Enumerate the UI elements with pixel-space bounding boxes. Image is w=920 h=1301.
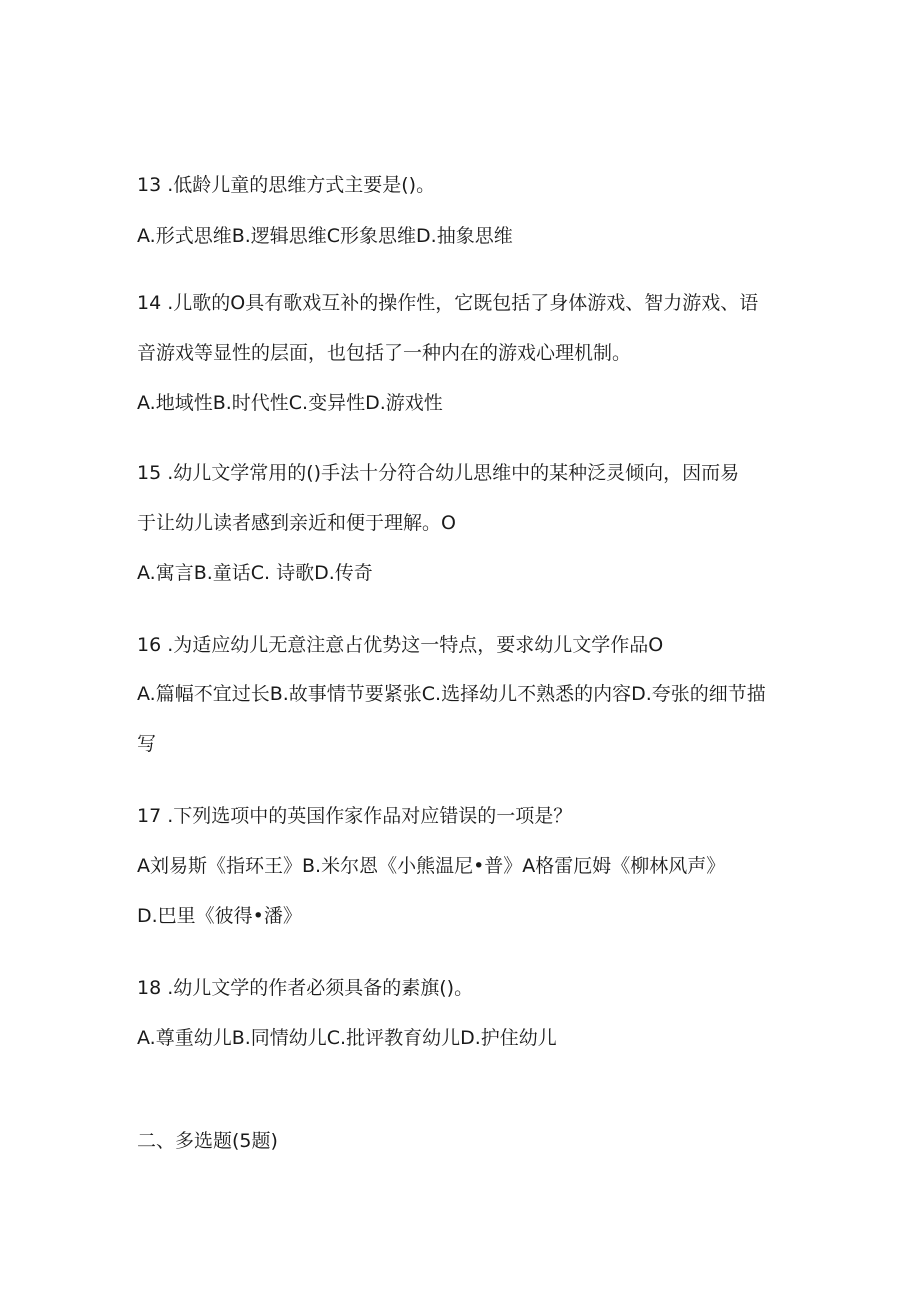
question-13-options: A.形式思维B.逻辑思维C形象思维D.抽象思维 <box>137 225 513 247</box>
question-17-stem: 17 .下列选项中的英国作家作品对应错误的一项是？ <box>137 805 573 827</box>
question-15-options: A.寓言B.童话C. 诗歌D.传奇 <box>137 562 373 584</box>
question-16-options-line-2: 写 <box>137 733 157 755</box>
question-18-options: A.尊重幼儿B.同情幼儿C.批评教育幼儿D.护住幼儿 <box>137 1027 557 1049</box>
question-17-options-line-1: A刘易斯《指环王》B.米尔恩《小熊温尼•普》A格雷厄姆《柳林风声》 <box>137 855 726 877</box>
question-16-stem: 16 .为适应幼儿无意注意占优势这一特点，要求幼儿文学作品O <box>137 634 664 656</box>
question-14-stem-line-2: 音游戏等显性的层面，也包括了一种内在的游戏心理机制。 <box>137 342 632 364</box>
question-14-options: A.地域性B.时代性C.变异性D.游戏性 <box>137 392 443 414</box>
question-18-stem: 18 .幼儿文学的作者必须具备的素旗()。 <box>137 977 474 999</box>
question-13-stem: 13 .低龄儿童的思维方式主要是()。 <box>137 174 436 196</box>
section-heading: 二、多选题(5题) <box>137 1130 278 1152</box>
question-15-stem-line-1: 15 .幼儿文学常用的()手法十分符合幼儿思维中的某种泛灵倾向，因而易 <box>137 462 740 484</box>
question-17-options-line-2: D.巴里《彼得•潘》 <box>137 905 302 927</box>
question-16-options-line-1: A.篇幅不宜过长B.故事情节要紧张C.选择幼儿不熟悉的内容D.夸张的细节描 <box>137 683 766 705</box>
question-14-stem-line-1: 14 .儿歌的O具有歌戏互补的操作性，它既包括了身体游戏、智力游戏、语 <box>137 292 759 314</box>
question-15-stem-line-2: 于让幼儿读者感到亲近和便于理解。O <box>137 512 456 534</box>
